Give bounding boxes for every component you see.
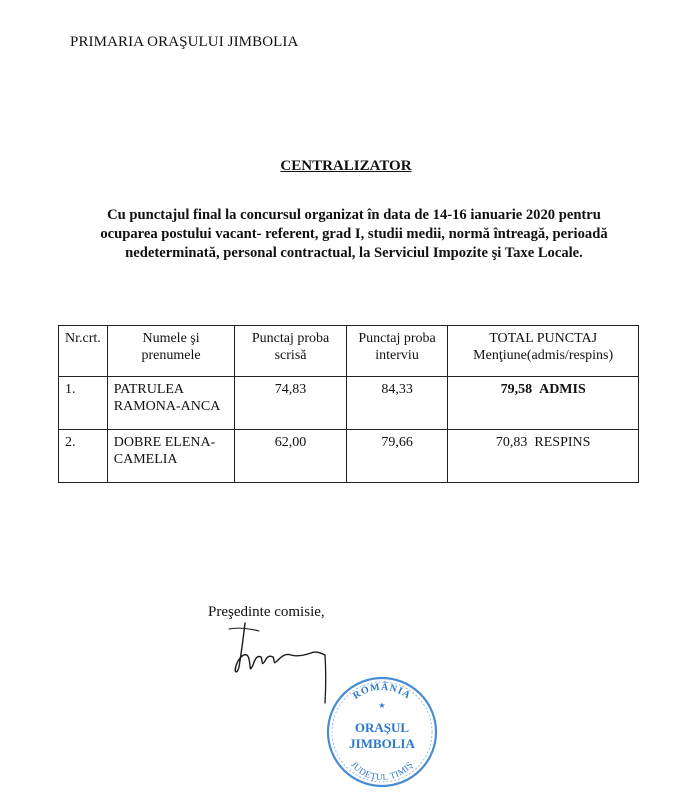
institution-header: PRIMARIA ORAŞULUI JIMBOLIA	[70, 34, 299, 50]
row-result: ADMIS	[539, 382, 586, 397]
signature-label: Preşedinte comisie,	[208, 604, 325, 620]
stamp-middle-text: JIMBOLIA	[349, 736, 415, 751]
header-name-line: prenumele	[141, 348, 201, 363]
official-stamp	[322, 670, 442, 790]
header-interview	[346, 326, 448, 377]
header-written	[235, 326, 346, 377]
row-result: RESPINS	[534, 435, 591, 450]
row-total-score: 70,83	[495, 435, 528, 450]
header-name	[107, 326, 235, 377]
row-name-line: DOBRE ELENA-	[113, 435, 216, 450]
row-name-line: CAMELIA	[113, 452, 178, 467]
header-written-line: scrisă	[274, 348, 307, 363]
header-name-line: Numele şi	[142, 331, 200, 346]
header-interview-line: interviu	[375, 348, 419, 363]
row-name-line: PATRULEA	[113, 382, 185, 397]
row-interview-score: 84,33	[346, 377, 448, 430]
stamp-middle-text: ORAŞUL	[354, 720, 410, 735]
row-name	[107, 377, 235, 430]
header-nr: Nr.crt.	[59, 326, 108, 377]
row-total	[448, 377, 639, 430]
row-nr: 1.	[59, 377, 108, 430]
header-total	[448, 326, 639, 377]
document-title: CENTRALIZATOR	[280, 158, 412, 174]
subtitle-line: Cu punctajul final la concursul organizat în data de 14-16 ianuarie 2020 pentru	[107, 207, 601, 223]
row-written-score: 62,00	[235, 430, 346, 483]
row-interview-score: 79,66	[346, 430, 448, 483]
row-written-score: 74,83	[235, 377, 346, 430]
header-total-line: TOTAL PUNCTAJ	[489, 331, 598, 346]
svg-text:ROMÂNIA	[351, 681, 413, 702]
table-header-row	[59, 326, 639, 377]
table-row	[59, 430, 639, 483]
subtitle-line: nedeterminată, personal contractual, la Serviciul Impozite şi Taxe Locale.	[125, 245, 583, 261]
stamp-star-icon: ★	[378, 701, 386, 710]
row-name	[107, 430, 235, 483]
row-total-score: 79,58	[500, 382, 533, 397]
header-written-line: Punctaj proba	[251, 331, 330, 346]
row-name-line: RAMONA-ANCA	[113, 399, 221, 414]
svg-text:JUDEŢUL TIMIŞ	[349, 759, 415, 782]
document-subtitle	[70, 206, 638, 263]
table-row	[59, 377, 639, 430]
row-nr: 2.	[59, 430, 108, 483]
header-total-line: Menţiune(admis/respins)	[473, 348, 614, 363]
results-table	[58, 325, 639, 483]
header-interview-line: Punctaj proba	[358, 331, 436, 346]
stamp-top-text: ROMÂNIA	[351, 681, 413, 702]
stamp-bottom-text: JUDEŢUL TIMIŞ	[348, 759, 416, 783]
row-total	[448, 430, 639, 483]
subtitle-line: ocuparea postului vacant- referent, grad I, studii medii, normă întreagă, perioadă	[100, 226, 608, 242]
